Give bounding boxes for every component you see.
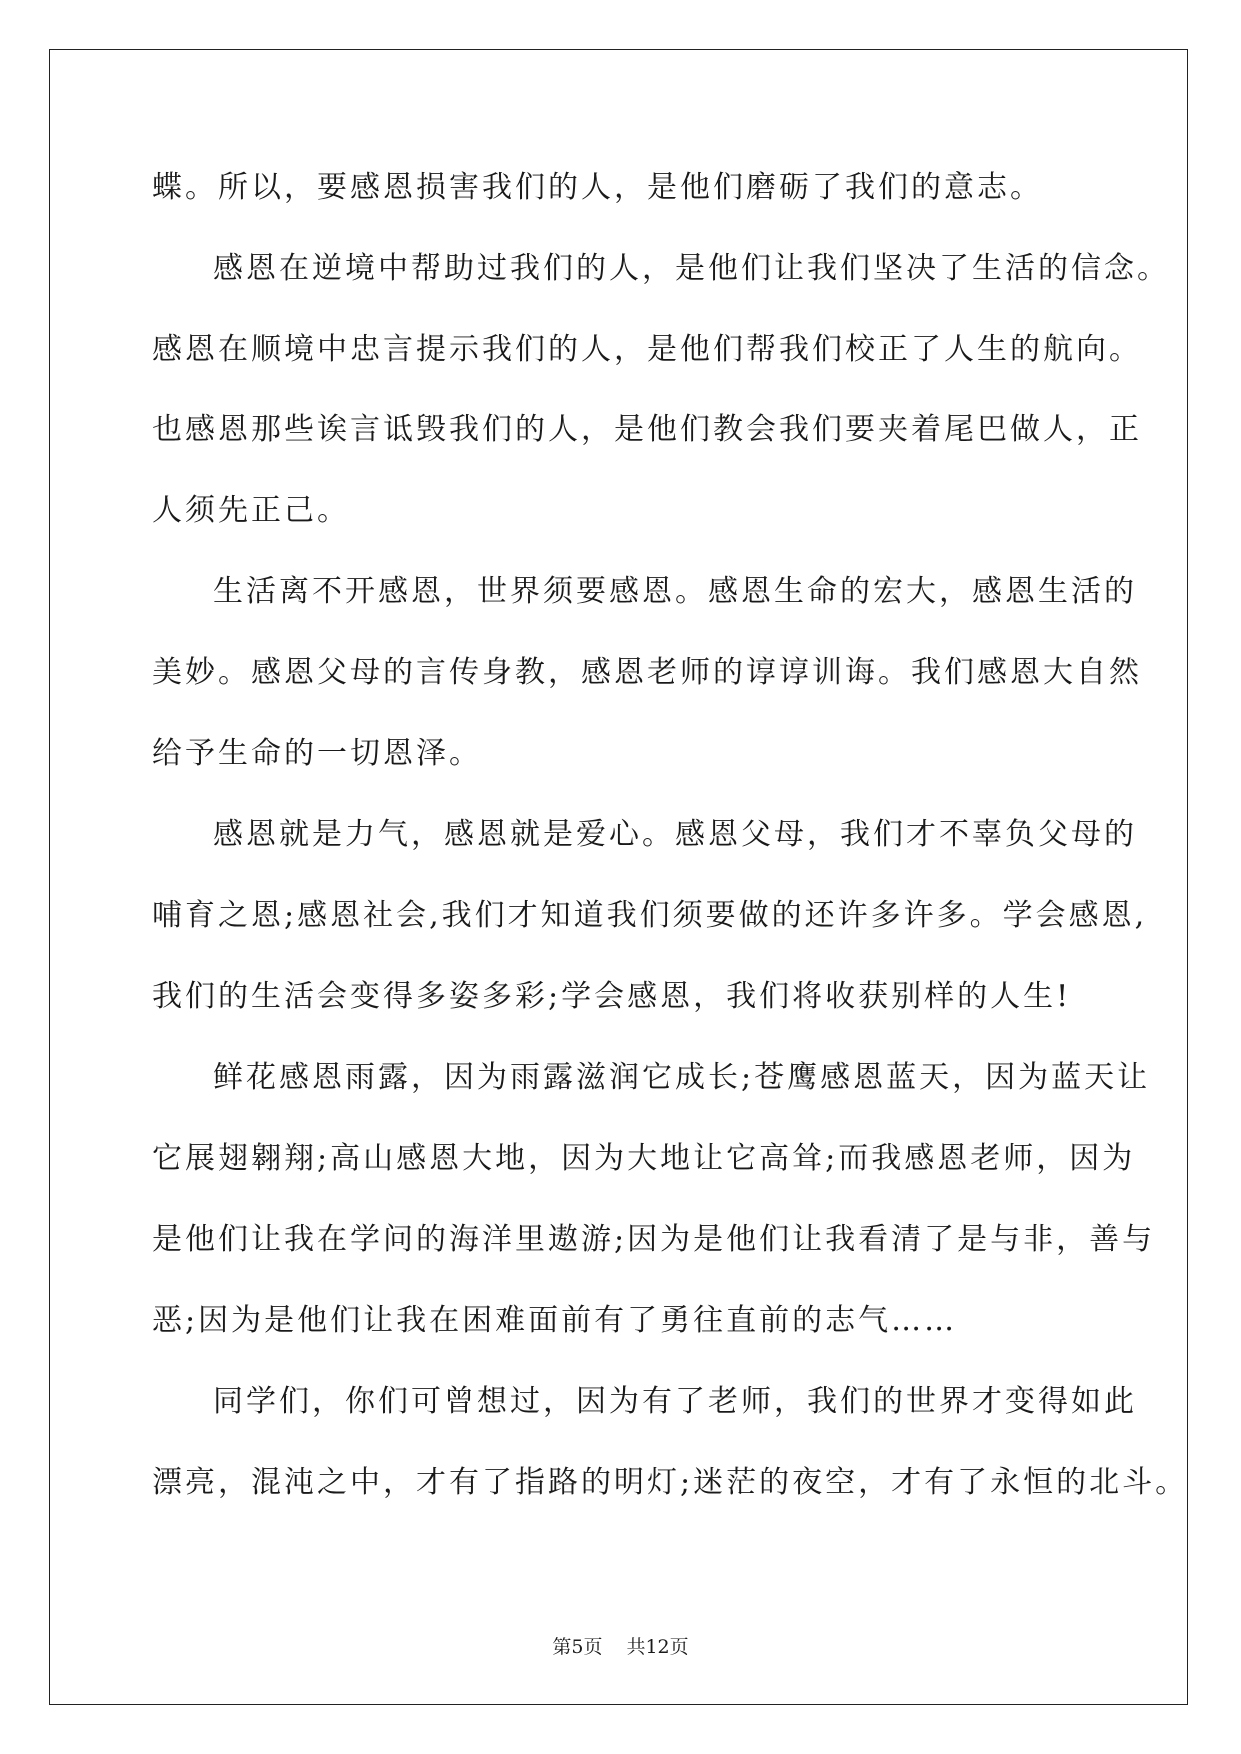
text-line: 蝶。所以，要感恩损害我们的人，是他们磨砺了我们的意志。 (152, 170, 1043, 205)
text-line: 哺育之恩;感恩社会,我们才知道我们须要做的还许多许多。学会感恩, (152, 898, 1148, 933)
page-footer (0, 1635, 1241, 1659)
text-line: 恶;因为是他们让我在困难面前有了勇往直前的志气…… (152, 1303, 958, 1338)
text-line: 感恩在逆境中帮助过我们的人，是他们让我们坚决了生活的信念。 (213, 251, 1170, 286)
text-line: 人须先正己。 (152, 493, 350, 528)
text-line: 我们的生活会变得多姿多彩;学会感恩，我们将收获别样的人生! (152, 979, 1072, 1014)
text-line: 它展翅翱翔;高山感恩大地，因为大地让它高耸;而我感恩老师，因为 (152, 1141, 1136, 1176)
text-line: 感恩在顺境中忠言提示我们的人，是他们帮我们校正了人生的航向。 (152, 332, 1142, 367)
page-total: 共12页 (626, 1636, 689, 1658)
text-line: 生活离不开感恩，世界须要感恩。感恩生命的宏大，感恩生活的 (213, 574, 1137, 609)
page-number: 第5页 (552, 1636, 603, 1658)
page-border (49, 49, 1188, 1705)
text-line: 是他们让我在学问的海洋里遨游;因为是他们让我看清了是与非，善与 (152, 1222, 1156, 1257)
text-line: 感恩就是力气，感恩就是爱心。感恩父母，我们才不辜负父母的 (213, 817, 1137, 852)
text-line: 同学们，你们可曾想过，因为有了老师，我们的世界才变得如此 (213, 1384, 1137, 1419)
text-line: 也感恩那些诶言诋毁我们的人，是他们教会我们要夹着尾巴做人，正 (152, 412, 1142, 447)
text-line: 鲜花感恩雨露，因为雨露滋润它成长;苍鹰感恩蓝天，因为蓝天让 (213, 1060, 1151, 1095)
text-line: 给予生命的一切恩泽。 (152, 736, 482, 771)
text-line: 美妙。感恩父母的言传身教，感恩老师的谆谆训诲。我们感恩大自然 (152, 655, 1142, 690)
text-line: 漂亮，混沌之中，才有了指路的明灯;迷茫的夜空，才有了永恒的北斗。 (152, 1465, 1189, 1500)
